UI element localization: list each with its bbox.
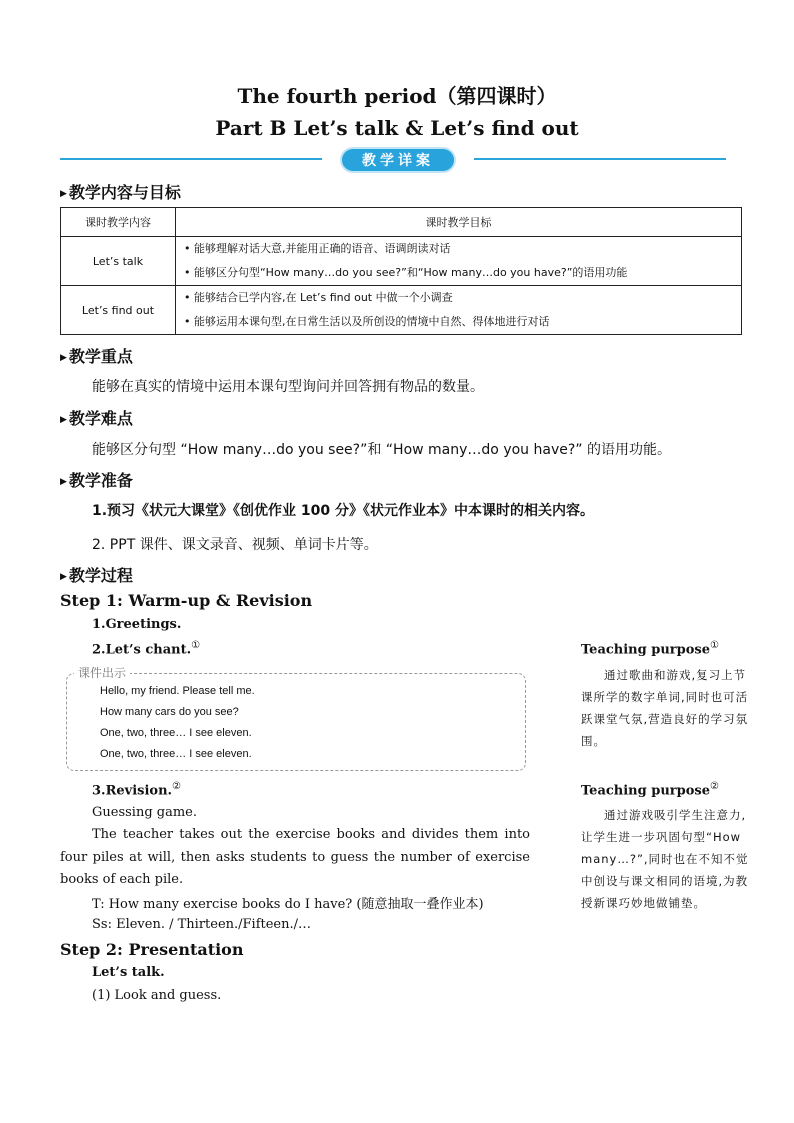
- revision-label: 3.Revision.: [92, 783, 173, 799]
- section-heading-text: 教学重点: [68, 347, 133, 366]
- section-banner: 教学详案: [342, 149, 454, 171]
- table-row: [61, 286, 742, 335]
- purpose-label: Teaching purpose: [581, 642, 710, 658]
- triangle-bullet-icon: ▶: [60, 414, 67, 425]
- section-heading-text: 教学过程: [68, 566, 133, 585]
- table-header-cell: 课时教学内容: [61, 208, 176, 237]
- section-heading-text: 教学难点: [68, 409, 133, 428]
- table-row: [61, 237, 742, 286]
- chant-item: [92, 640, 200, 657]
- section-heading-text: 教学准备: [68, 471, 133, 490]
- goal-item: • 能够运用本课句型,在日常生活以及所创设的情境中自然、得体地进行对话: [184, 315, 550, 328]
- teaching-purpose-heading-1: [581, 640, 719, 657]
- preparation-item-1: 1.预习《状元大课堂》《创优作业 100 分》《状元作业本》中本课时的相关内容。: [92, 503, 595, 519]
- section-heading-process: [60, 563, 133, 586]
- section-heading-difficulties: [60, 406, 133, 429]
- footnote-marker: ②: [172, 781, 182, 792]
- teaching-purpose-text-2: 通过游戏吸引学生注意力,让学生进一步巩固句型“How many…?”,同时也在不知不觉中创设与课文相同的语境,为教授新课巧妙地做铺垫。: [581, 808, 749, 910]
- goal-item: • 能够区分句型“How many…do you see?”和“How many…do you have?”的语用功能: [184, 266, 628, 279]
- chant-line: One, two, three… I see eleven.: [100, 727, 252, 739]
- teacher-line: T: How many exercise books do I have? (随意抽取一叠作业本): [92, 897, 484, 912]
- section-heading-key-points: [60, 344, 133, 367]
- preparation-item-2: 2. PPT 课件、课文录音、视频、单词卡片等。: [92, 537, 378, 553]
- triangle-bullet-icon: ▶: [60, 571, 67, 582]
- goals-table: [60, 207, 742, 335]
- table-header-row: [61, 208, 742, 237]
- difficulties-text: 能够区分句型 “How many…do you see?”和 “How many…do you have?” 的语用功能。: [92, 442, 671, 458]
- chant-label: 2.Let’s chant.: [92, 642, 192, 658]
- purpose-label: Teaching purpose: [581, 783, 710, 799]
- section-heading-preparation: [60, 468, 133, 491]
- footnote-marker: ①: [710, 640, 719, 651]
- banner-container: [322, 149, 474, 171]
- key-points-text: 能够在真实的情境中运用本课句型询问并回答拥有物品的数量。: [92, 379, 484, 395]
- greetings-item: 1.Greetings.: [92, 617, 182, 632]
- triangle-bullet-icon: ▶: [60, 476, 67, 487]
- page-title: The fourth period（第四课时）: [237, 84, 557, 108]
- goal-item: • 能够理解对话大意,并能用正确的语音、语调朗读对话: [184, 242, 451, 255]
- table-cell-content: Let’s talk: [61, 237, 176, 286]
- teaching-purpose-text-1: 通过歌曲和游戏,复习上节课所学的数字单词,同时也可活跃课堂气氛,营造良好的学习氛围。: [581, 668, 749, 748]
- triangle-bullet-icon: ▶: [60, 352, 67, 363]
- table-cell-goals: [176, 237, 742, 286]
- table-cell-goals: [176, 286, 742, 335]
- chant-line: One, two, three… I see eleven.: [100, 748, 252, 760]
- triangle-bullet-icon: ▶: [60, 188, 67, 199]
- students-line: Ss: Eleven. / Thirteen./Fifteen./…: [92, 917, 312, 932]
- footnote-marker: ①: [191, 640, 201, 651]
- revision-item: [92, 781, 181, 798]
- chant-line: Hello, my friend. Please tell me.: [100, 685, 255, 697]
- section-heading-content-goals: [60, 180, 181, 203]
- section-heading-text: 教学内容与目标: [68, 183, 181, 202]
- look-and-guess-item: (1) Look and guess.: [92, 988, 222, 1003]
- table-header-cell: 课时教学目标: [176, 208, 742, 237]
- teaching-purpose-heading-2: [581, 781, 719, 798]
- revision-description: The teacher takes out the exercise books and divides them into four piles at will, then asks students to guess the number of exercise books of each pile.: [60, 827, 530, 887]
- lets-talk-label: Let’s talk.: [92, 965, 165, 980]
- goal-item: • 能够结合已学内容,在 Let’s find out 中做一个小调查: [184, 291, 453, 304]
- step1-heading: Step 1: Warm-up & Revision: [60, 591, 313, 610]
- footnote-marker: ②: [710, 781, 719, 792]
- guessing-game-label: Guessing game.: [92, 805, 198, 820]
- table-cell-content: Let’s find out: [61, 286, 176, 335]
- chant-box-tag: 课件出示: [74, 664, 130, 681]
- step2-heading: Step 2: Presentation: [60, 940, 244, 959]
- page-subtitle: Part B Let’s talk & Let’s find out: [215, 116, 579, 140]
- chant-line: How many cars do you see?: [100, 706, 239, 718]
